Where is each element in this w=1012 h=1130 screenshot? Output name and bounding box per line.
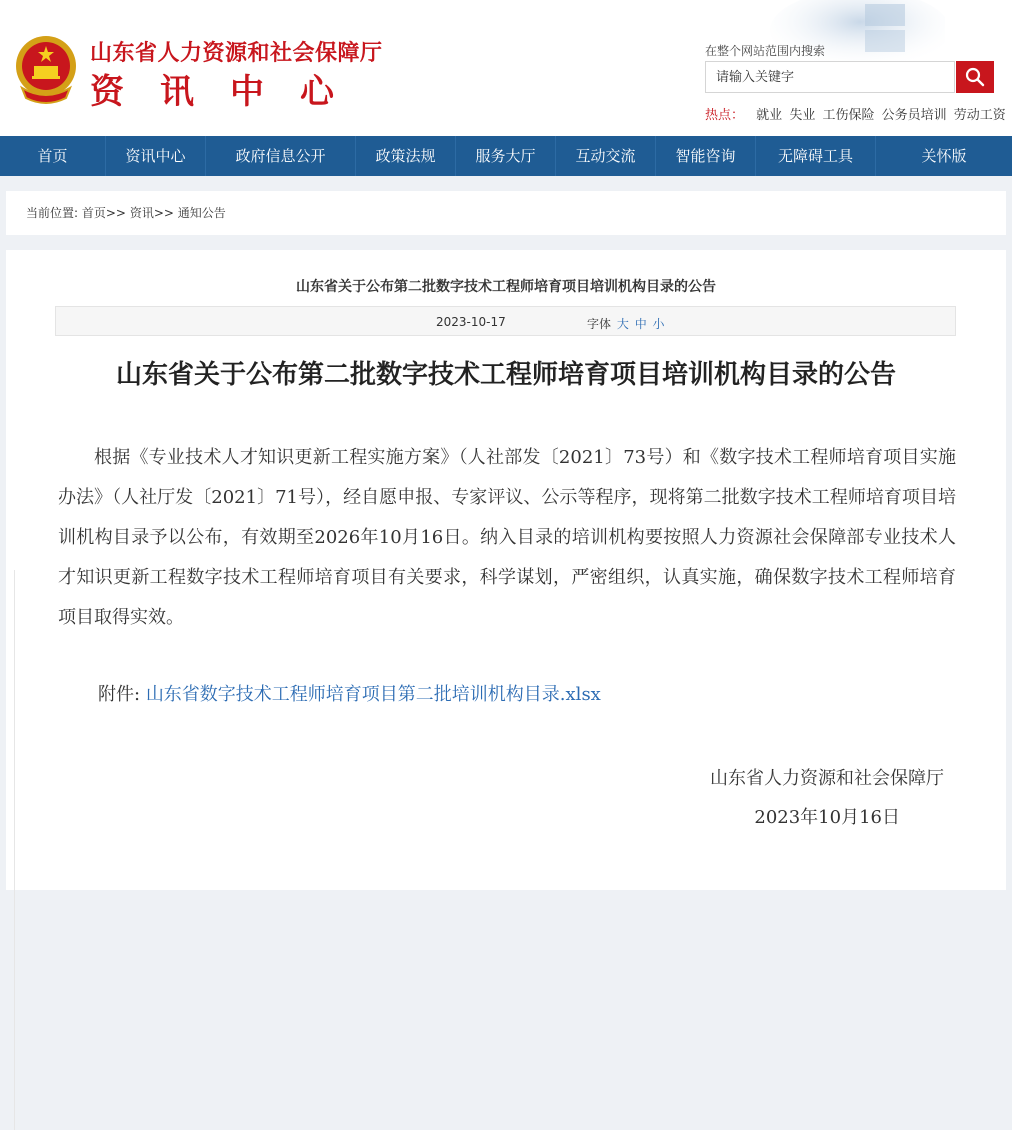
nav-item-accessibility[interactable]: 无障碍工具	[756, 136, 876, 176]
breadcrumb-notices[interactable]: 通知公告	[177, 206, 226, 220]
hot-word-employment[interactable]: 就业	[756, 108, 783, 123]
nav-item-smart-consult[interactable]: 智能咨询	[656, 136, 756, 176]
font-size-medium[interactable]: 中	[634, 317, 647, 331]
site-name: 山东省人力资源和社会保障厅	[90, 40, 383, 66]
main-nav	[0, 136, 1012, 176]
hot-label: 热点：	[705, 108, 745, 123]
article-header-title: 山东省关于公布第二批数字技术工程师培育项目培训机构目录的公告	[296, 279, 716, 295]
attachment-line	[98, 680, 601, 706]
publish-date: 2023-10-17	[436, 315, 506, 329]
nav-item-service-hall[interactable]: 服务大厅	[456, 136, 556, 176]
nav-item-interaction[interactable]: 互动交流	[556, 136, 656, 176]
hot-keywords	[705, 104, 1009, 123]
breadcrumb-prefix: 当前位置:	[26, 206, 82, 220]
breadcrumb-separator: >>	[153, 206, 174, 220]
search-button[interactable]	[956, 61, 994, 93]
site-header	[0, 0, 1012, 136]
article-body: 根据《专业技术人才知识更新工程实施方案》（人社部发〔2021〕73号）和《数字技术工程师培育项目实施办法》（人社厅发〔2021〕71号），经自愿申报、专家评议、公示等程序，现将第二批数字技术工程师培育项目培训机构目录予以公布，有效期至2026年10月16日。纳入目录的培训机构要按照人力资源社会保障部专业技术人才知识更新工程数字技术工程师培育项目有关要求，科学谋划，严密组织，认真实施，确保数字技术工程师培育项目取得实效。	[58, 447, 956, 628]
hot-word-injury-insurance[interactable]: 工伤保险	[822, 108, 875, 123]
nav-item-news-center[interactable]: 资讯中心	[106, 136, 206, 176]
search-box	[705, 61, 955, 93]
nav-item-gov-info[interactable]: 政府信息公开	[206, 136, 356, 176]
font-size-switcher	[587, 315, 665, 332]
font-size-large[interactable]: 大	[616, 317, 629, 331]
search-caption: 在整个网站范围内搜索	[705, 44, 826, 58]
search-input[interactable]	[706, 62, 954, 92]
hot-word-civil-servant-training[interactable]: 公务员培训	[881, 108, 947, 123]
article-info-bar	[55, 306, 956, 336]
breadcrumb-separator: >>	[105, 206, 126, 220]
breadcrumb	[6, 191, 1006, 235]
article-panel	[6, 250, 1006, 890]
hot-word-unemployment[interactable]: 失业	[789, 108, 816, 123]
signature-org: 山东省人力资源和社会保障厅	[710, 768, 944, 789]
search-icon	[965, 67, 985, 87]
nav-item-care-mode[interactable]: 关怀版	[921, 147, 967, 165]
nav-item-policies[interactable]: 政策法规	[356, 136, 456, 176]
site-subtitle: 资讯中心	[90, 72, 370, 112]
hot-word-labor-wages[interactable]: 劳动工资	[953, 108, 1006, 123]
breadcrumb-news[interactable]: 资讯	[129, 206, 154, 220]
attachment-link[interactable]: 山东省数字技术工程师培育项目第二批培训机构目录.xlsx	[145, 684, 601, 705]
nav-item-home[interactable]: 首页	[0, 136, 106, 176]
panel-edge-divider	[6, 570, 15, 1130]
article-title: 山东省关于公布第二批数字技术工程师培育项目培训机构目录的公告	[115, 360, 896, 390]
font-size-label: 字体	[587, 317, 612, 331]
breadcrumb-home[interactable]: 首页	[81, 206, 106, 220]
attachment-label: 附件:	[98, 684, 141, 705]
signature-date: 2023年10月16日	[754, 807, 900, 828]
font-size-small[interactable]: 小	[652, 317, 665, 331]
national-emblem-icon	[12, 32, 80, 106]
stone-inscription-decoration	[765, 0, 945, 70]
